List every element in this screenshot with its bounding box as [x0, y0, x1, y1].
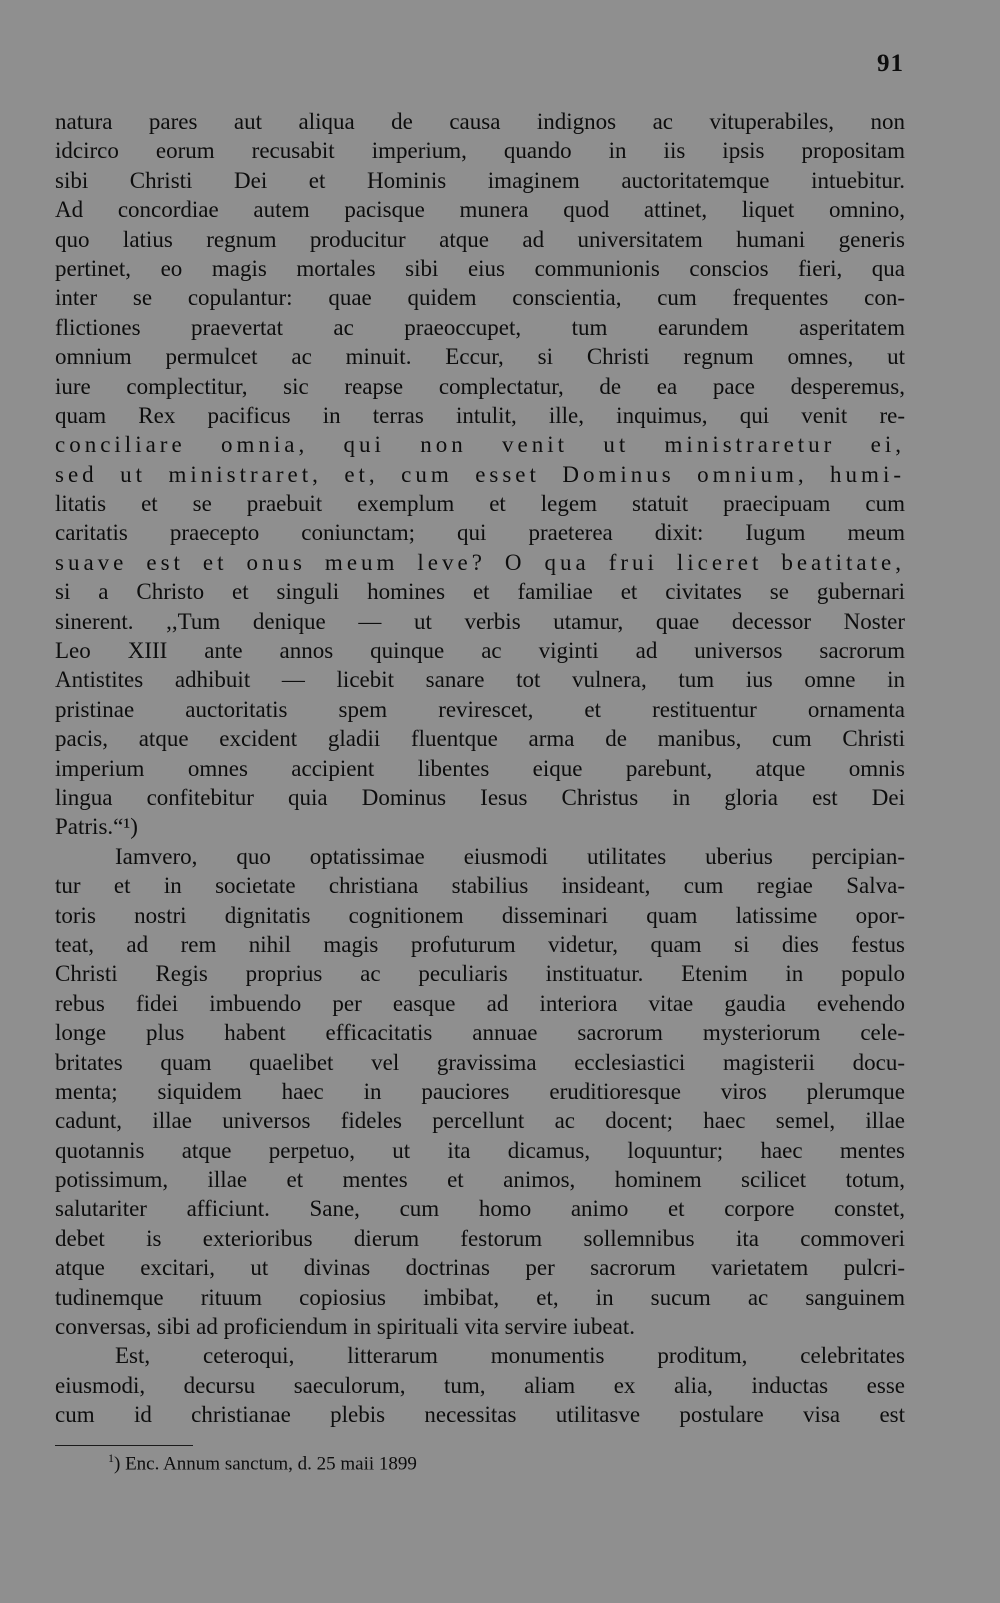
text-line: Christi Regis proprius ac peculiaris instituatur. Etenim in populo [55, 961, 905, 987]
footnote-marker: 1 [108, 1451, 114, 1465]
text-line: sibi Christi Dei et Hominis imaginem auctoritatemque intuebitur. [55, 167, 905, 193]
text-line: potissimum, illae et mentes et animos, hominem scilicet totum, [55, 1167, 905, 1193]
text-line: salutariter afficiunt. Sane, cum homo animo et corpore constet, [55, 1196, 905, 1222]
text-line: teat, ad rem nihil magis profuturum videtur, quam si dies festus [55, 931, 905, 957]
text-line: menta; siquidem haec in pauciores eruditioresque viros plerumque [55, 1078, 905, 1104]
text-line: pertinet, eo magis mortales sibi eius communionis conscios fieri, qua [55, 255, 905, 281]
page-number: 91 [877, 50, 904, 77]
text-line: quam Rex pacificus in terras intulit, ille, inquimus, qui venit re- [55, 402, 905, 428]
text-line: tur et in societate christiana stabilius insideant, cum regiae Salva- [55, 873, 905, 899]
text-line: longe plus habent efficacitatis annuae sacrorum mysteriorum cele- [55, 1020, 905, 1046]
text-line: caritatis praecepto coniunctam; qui praeterea dixit: Iugum meum [55, 520, 905, 546]
text-line: sinerent. ,,Tum denique — ut verbis utamur, quae decessor Noster [55, 608, 905, 634]
text-line: flictiones praevertat ac praeoccupet, tum earundem asperitatem [55, 314, 905, 340]
text-line: Leo XIII ante annos quinque ac viginti ad universos sacrorum [55, 638, 905, 664]
text-line: Ad concordiae autem pacisque munera quod attinet, liquet omnino, [55, 197, 905, 223]
footnote [108, 1444, 417, 1478]
text-line: quotannis atque perpetuo, ut ita dicamus, loquuntur; haec mentes [55, 1137, 905, 1163]
text-line: omnium permulcet ac minuit. Eccur, si Christi regnum omnes, ut [55, 344, 905, 370]
text-line: sed ut ministraret, et, cum esset Dominus omnium, humi- [55, 461, 905, 487]
text-line: inter se copulantur: quae quidem conscientia, cum frequentes con- [55, 285, 905, 311]
text-line: cum id christianae plebis necessitas utilitasve postulare visa est [55, 1402, 905, 1428]
text-line: debet is exterioribus dierum festorum sollemnibus ita commoveri [55, 1225, 905, 1251]
text-line: si a Christo et singuli homines et familiae et civitates se gubernari [55, 579, 905, 605]
text-line: rebus fidei imbuendo per easque ad interiora vitae gaudia evehendo [55, 990, 905, 1016]
text-line: lingua confitebitur quia Dominus Iesus Christus in gloria est Dei [55, 784, 905, 810]
text-line: natura pares aut aliqua de causa indignos ac vituperabiles, non [55, 109, 905, 134]
text-line: imperium omnes accipient libentes eique parebunt, atque omnis [55, 755, 905, 781]
text-line: Iamvero, quo optatissimae eiusmodi utilitates uberius percipian- [115, 843, 905, 869]
text-line: quo latius regnum producitur atque ad universitatem humani generis [55, 226, 905, 252]
text-line: pacis, atque excident gladii fluentque arma de manibus, cum Christi [55, 726, 905, 752]
text-line: tudinemque rituum copiosius imbibat, et, in sucum ac sanguinem [55, 1284, 905, 1310]
text-line: conversas, sibi ad proficiendum in spirituali vita servire iubeat. [55, 1314, 635, 1340]
text-line: cadunt, illae universos fideles percellunt ac docent; haec semel, illae [55, 1108, 905, 1134]
text-line: pristinae auctoritatis spem revirescet, et restituentur ornamenta [55, 696, 905, 722]
text-line: Antistites adhibuit — licebit sanare tot vulnera, tum ius omne in [55, 667, 905, 693]
text-line: toris nostri dignitatis cognitionem disseminari quam latissime opor- [55, 902, 905, 928]
text-line: conciliare omnia, qui non venit ut ministraretur ei, [55, 432, 905, 458]
text-line: litatis et se praebuit exemplum et legem statuit praecipuam cum [55, 491, 905, 517]
text-line: britates quam quaelibet vel gravissima ecclesiastici magisterii docu- [55, 1049, 905, 1075]
text-line: Est, ceteroqui, litterarum monumentis proditum, celebritates [115, 1343, 905, 1369]
text-line: iure complectitur, sic reapse complectatur, de ea pace desperemus, [55, 373, 905, 399]
text-line: eiusmodi, decursu saeculorum, tum, aliam ex alia, inductas esse [55, 1372, 905, 1398]
text-line: atque excitari, ut divinas doctrinas per sacrorum varietatem pulcri- [55, 1255, 905, 1281]
text-line: idcirco eorum recusabit imperium, quando in iis ipsis propositam [55, 138, 905, 164]
body-text [55, 107, 905, 1430]
text-line: Patris.“¹) [55, 814, 138, 840]
footnote-text: ) Enc. Annum sanctum, d. 25 maii 1899 [114, 1453, 417, 1475]
text-line: suave est et onus meum leve? O qua frui liceret beatitate, [55, 549, 905, 575]
